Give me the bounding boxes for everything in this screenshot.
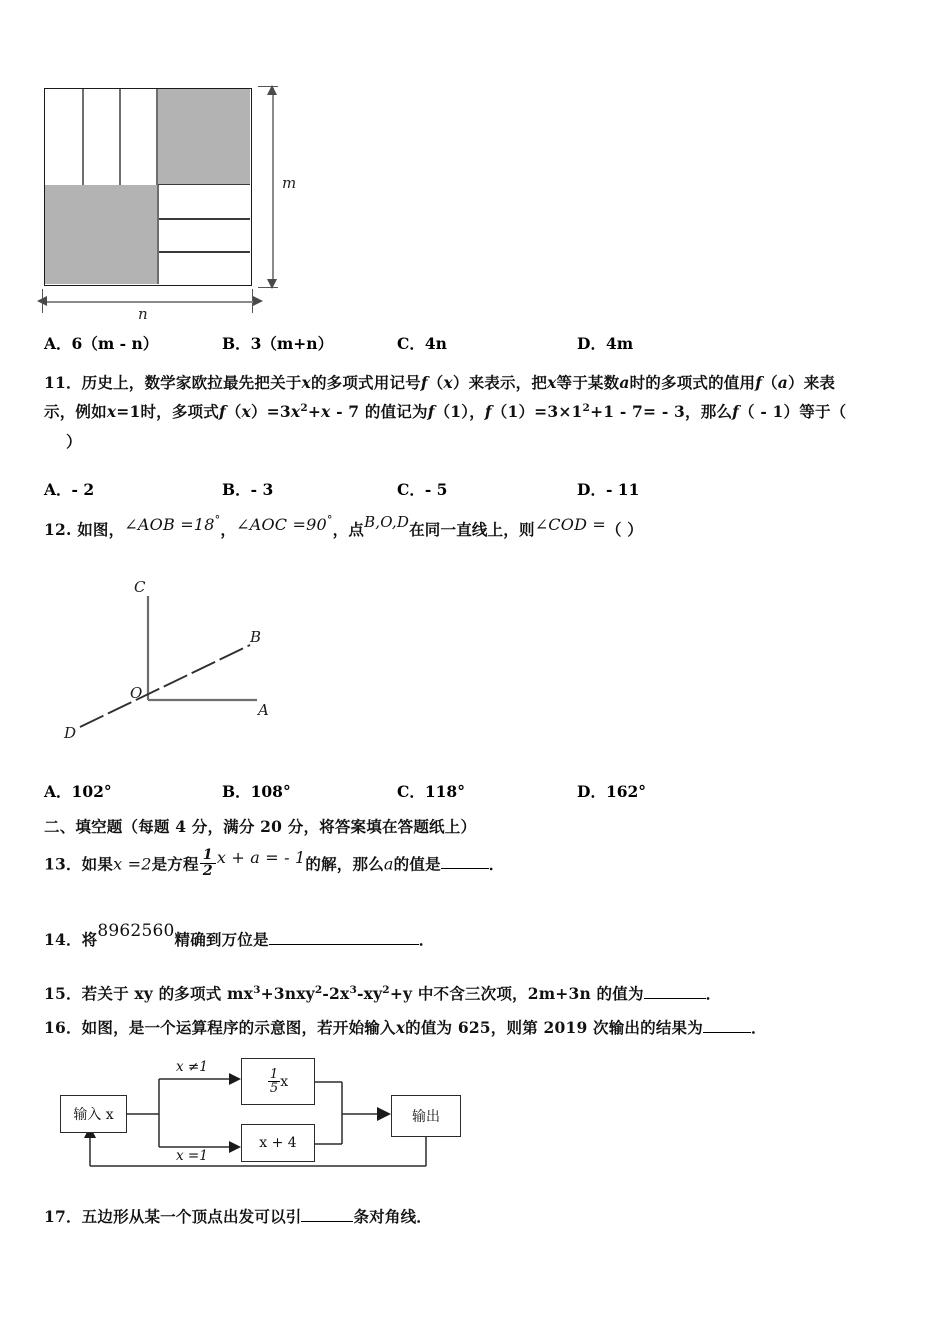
input-box: [60, 1095, 127, 1133]
q11-l2-x2: x: [241, 402, 251, 422]
q10-option-b[interactable]: B．3（m+n）: [222, 334, 334, 353]
q11-options-row: [44, 478, 664, 500]
q13-number: 13．: [44, 854, 82, 874]
q12-option-b-text: 108°: [250, 782, 291, 801]
q11-l2-g: （1），: [434, 402, 485, 422]
question-17: [44, 1205, 924, 1228]
q11-l2-j: （ - 1）等于（: [739, 402, 847, 422]
operation-add-label: x + 4: [259, 1135, 297, 1151]
q12-m2: ∠AOC =90°: [236, 513, 333, 534]
top-left-white-region: [45, 89, 159, 185]
q11-l2-f5: f: [732, 402, 740, 422]
arrow-top-branch-icon: [229, 1073, 241, 1085]
q15-sup2: 2: [314, 983, 323, 996]
q13-fraction: [200, 848, 216, 879]
q11-l1-d: ）来表示，把: [452, 373, 548, 392]
q11-l2-x4: x: [321, 402, 331, 422]
dimension-m-arrow-up-icon: [267, 85, 277, 95]
q11-option-a-text: - 2: [71, 480, 95, 499]
q11-l1-c: （: [427, 373, 444, 392]
q11-l1-a3: a: [777, 373, 789, 392]
q13-frac-numerator: 1: [200, 848, 216, 864]
q11-option-d[interactable]: [577, 478, 639, 500]
point-label-c: C: [134, 578, 146, 596]
q16-t3: ．: [750, 1018, 767, 1037]
output-box-label: 输出: [412, 1109, 440, 1125]
arrow-bottom-branch-icon: [229, 1141, 241, 1153]
q16-t1: 如图，是一个运算程序的示意图，若开始输入: [81, 1018, 396, 1037]
q15-sup4: 2: [382, 983, 390, 996]
branch-label-not-equal: x ≠1: [176, 1059, 208, 1075]
q11-option-b-letter: B．: [222, 480, 251, 499]
q14-t1: 将: [81, 930, 98, 949]
q14-answer-blank[interactable]: [269, 944, 419, 945]
q11-l1-e: 等于某数: [556, 373, 620, 392]
input-box-label: 输入 x: [73, 1107, 114, 1123]
q16-t2: 的值为 625，则第 2019 次输出的结果为: [405, 1018, 703, 1037]
operation-fraction: [268, 1068, 280, 1096]
question-13: [44, 847, 924, 881]
dimension-n-arrow-left-icon: [37, 296, 47, 306]
operation-fraction-numerator: 1: [269, 1066, 279, 1082]
q12-option-c[interactable]: [397, 780, 577, 802]
dimension-n: [38, 287, 262, 325]
q11-l2-d: ）=3: [250, 402, 291, 422]
q10-option-b-letter: B: [222, 334, 236, 353]
q11-l2-h: （1）=3×1: [491, 402, 583, 422]
q12-t5: （ ）: [606, 520, 643, 539]
q17-t2: 条对角线．: [353, 1207, 432, 1226]
q11-l1-i: ）来表: [788, 373, 836, 392]
q11-l1-x2: x: [443, 373, 453, 392]
q13-m1: x =2: [113, 854, 152, 874]
q12-m3: B,O,D: [364, 513, 410, 531]
q11-l2-a: 示，例如: [44, 402, 107, 422]
q11-l2-e: +: [307, 402, 322, 422]
q17-t1: 五边形从某一个顶点出发可以引: [81, 1207, 302, 1226]
q13-t2: 是方程: [151, 854, 199, 874]
dimension-m-arrow-down-icon: [267, 279, 277, 289]
q11-option-c[interactable]: [397, 478, 577, 500]
q15-t6: ．: [705, 984, 722, 1003]
q14-t3: ．: [418, 930, 435, 949]
q12-number: 12.: [44, 520, 72, 539]
q11-l2-ftxt: - 7 的值记为: [330, 402, 428, 422]
horizontal-divider-strip-1: [158, 218, 250, 220]
section-2-heading: 二、填空题（每题 4 分，满分 20 分，将答案填在答题纸上）: [44, 817, 477, 836]
top-right-shaded-square: [158, 89, 250, 185]
q11-l1-f2: f: [755, 373, 763, 392]
q11-l1-g: 时的多项式的值用: [629, 373, 756, 392]
flow-chart-figure: [52, 1058, 472, 1173]
q11-l2-f: f: [218, 402, 226, 422]
q12-options-row: [44, 780, 664, 802]
q10-option-b-text: 3（m+n）: [250, 334, 334, 353]
q12-option-a[interactable]: [44, 780, 222, 802]
q11-option-c-text: - 5: [424, 480, 448, 499]
q11-l2-f3: f: [427, 402, 435, 422]
output-box: [391, 1095, 461, 1137]
bottom-left-shaded-square: [45, 185, 159, 284]
q11-option-b-text: - 3: [250, 480, 274, 499]
q15-t4: -xy: [357, 984, 383, 1003]
q15-number: 15．: [44, 984, 82, 1003]
q11-option-a-letter: A．: [44, 480, 72, 499]
q11-option-c-letter: C．: [397, 480, 425, 499]
q12-option-d-letter: D．: [577, 782, 606, 801]
q10-options-row: [44, 332, 664, 354]
question-14: [44, 921, 924, 954]
q11-line-3: ）: [66, 431, 82, 451]
figure-outer-rectangle: [44, 88, 252, 286]
question-11: [44, 368, 924, 456]
q12-option-d[interactable]: [577, 780, 646, 802]
q10-option-d-letter: D: [577, 334, 591, 353]
q11-l2-sup: 2: [300, 402, 308, 415]
q11-l2-x: x: [106, 402, 117, 422]
vertical-divider-2: [119, 89, 121, 185]
q14-m1: 8962560: [97, 921, 175, 941]
question-12: [44, 513, 924, 542]
q12-option-b[interactable]: [222, 780, 397, 802]
q12-option-c-text: 118°: [424, 782, 465, 801]
q11-option-b[interactable]: [222, 478, 397, 500]
q12-option-a-letter: A．: [44, 782, 72, 801]
q16-number: 16．: [44, 1018, 82, 1037]
dimension-m-label: m: [282, 174, 297, 192]
q16-m1: x: [395, 1018, 406, 1037]
q11-l1-a: 历史上，数学家欧拉最先把关于: [81, 373, 302, 392]
q11-l1-f: f: [420, 373, 428, 392]
q12-m1: ∠AOB =18°: [124, 513, 221, 534]
q10-option-d[interactable]: D．4m: [577, 334, 634, 353]
q11-l2-sup2: 2: [582, 402, 591, 415]
q10-option-c[interactable]: C．4n: [397, 334, 447, 353]
q12-option-d-text: 162°: [605, 782, 647, 801]
operation-box-add: [241, 1124, 315, 1162]
q11-l1-b: 的多项式用记号: [310, 373, 421, 392]
q13-frac-denominator: 2: [202, 862, 213, 879]
q16-answer-blank[interactable]: [703, 1032, 751, 1033]
q11-line-2: [44, 397, 924, 426]
q15-t1: 若关于 xy 的多项式 mx: [81, 984, 254, 1003]
q12-t2: ，: [220, 520, 237, 539]
q14-t2: 精确到万位是: [174, 930, 269, 949]
q12-t4: 在同一直线上，则: [409, 520, 535, 539]
q12-option-c-letter: C．: [397, 782, 425, 801]
question-15: [44, 982, 924, 1005]
q11-l1-h: （: [762, 373, 778, 392]
line-db: [80, 645, 250, 727]
dimension-n-arrow-right-icon: [253, 296, 263, 306]
bottom-right-white-region: [158, 185, 250, 284]
q13-t3: 的解，那么: [305, 854, 384, 874]
q11-option-d-text: - 11: [605, 480, 640, 499]
vertical-divider-middle: [157, 185, 159, 284]
q17-answer-blank[interactable]: [301, 1221, 353, 1222]
q15-answer-blank[interactable]: [644, 998, 706, 999]
rectangle-partition-figure: [44, 88, 314, 323]
q11-l2-f4: f: [484, 402, 492, 422]
q10-option-d-text: 4m: [605, 334, 634, 353]
q11-option-a[interactable]: [44, 478, 222, 500]
q14-number: 14．: [44, 930, 82, 949]
q12-option-b-letter: B．: [222, 782, 251, 801]
operation-fraction-var: x: [280, 1073, 289, 1090]
question-16: [44, 1016, 924, 1039]
vertical-divider-1: [82, 89, 84, 185]
q10-option-a-text: 6（m - n）: [71, 334, 159, 353]
q15-sup1: 3: [253, 983, 261, 996]
q12-t3: ，点: [332, 520, 365, 539]
operation-box-divide: [241, 1058, 315, 1105]
q13-t4: 的值是: [393, 854, 441, 874]
angle-diagram-svg: [52, 572, 312, 750]
q10-option-c-text: 4n: [424, 334, 447, 353]
dimension-n-label: n: [138, 305, 148, 323]
q10-option-a[interactable]: A．6（m - n）: [44, 334, 159, 353]
q12-m4: ∠COD =: [534, 515, 606, 534]
angle-diagram-figure: [52, 572, 312, 750]
q15-sup3: 3: [349, 983, 358, 996]
q13-m3: a: [383, 854, 394, 874]
dimension-m-line: [272, 88, 274, 284]
q13-m2: x + a = - 1: [216, 848, 306, 868]
q11-l2-x3: x: [290, 402, 301, 422]
q15-t5: +y 中不含三次项，2m+3n 的值为: [389, 984, 644, 1003]
branch-label-equal: x =1: [176, 1148, 208, 1164]
q10-option-c-letter: C: [397, 334, 410, 353]
q11-l2-i: +1 - 7= - 3，那么: [590, 402, 733, 422]
q15-t3: -2x: [322, 984, 350, 1003]
q12-t1: 如图，: [77, 520, 125, 539]
q17-number: 17．: [44, 1207, 82, 1226]
q11-l1-x3: x: [547, 373, 557, 392]
operation-fraction-denominator: 5: [269, 1081, 279, 1096]
q15-t2: +3nxy: [260, 984, 315, 1003]
q11-option-d-letter: D．: [577, 480, 606, 499]
dimension-n-line: [42, 301, 254, 303]
arrow-output-icon: [377, 1107, 391, 1121]
horizontal-divider-strip-2: [158, 251, 250, 253]
q11-l2-c: （: [225, 402, 242, 422]
q10-option-a-letter: A: [44, 334, 57, 353]
q11-line-1: [44, 368, 924, 397]
q11-l2-b: =1时，多项式: [116, 402, 219, 422]
point-label-b: B: [250, 628, 262, 646]
q13-answer-blank[interactable]: [441, 868, 489, 869]
q13-t1: 如果: [81, 854, 114, 874]
point-label-d: D: [64, 724, 77, 742]
q12-option-a-text: 102°: [71, 782, 112, 801]
point-label-a: A: [258, 701, 269, 719]
q13-t5: ．: [488, 854, 505, 874]
q11-l1-x: x: [301, 373, 311, 392]
q11-l1-a2: a: [619, 373, 630, 392]
point-label-o: O: [130, 684, 143, 702]
dimension-m: [258, 86, 304, 288]
q11-number: 11．: [44, 373, 82, 392]
